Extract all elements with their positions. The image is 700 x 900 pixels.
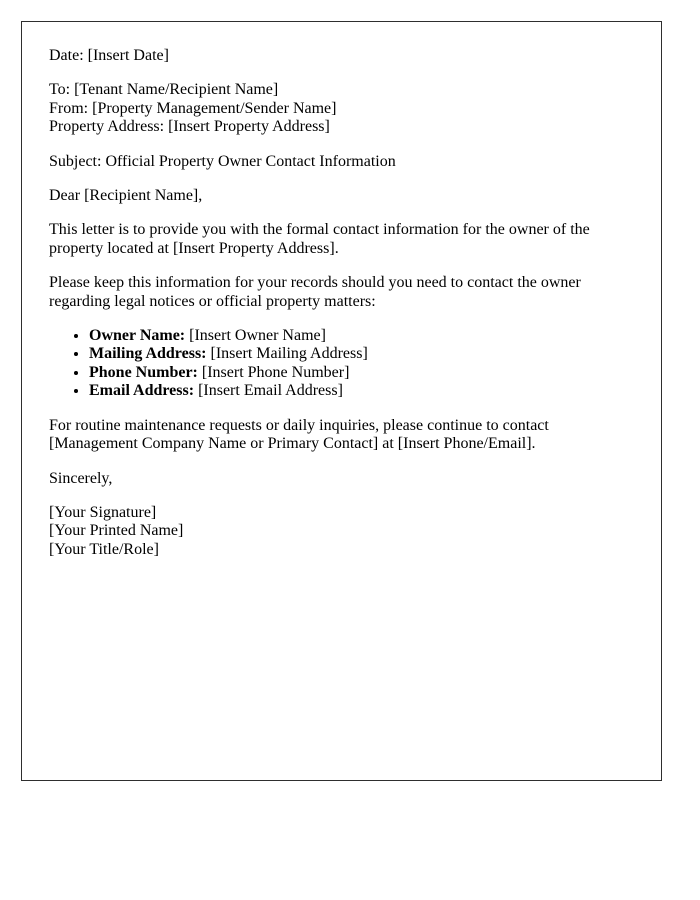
salutation: Dear [Recipient Name],	[49, 187, 203, 205]
subject-line: Subject: Official Property Owner Contact Information	[49, 152, 396, 170]
mailing-address-value: [Insert Mailing Address]	[210, 345, 368, 363]
owner-name-value: [Insert Owner Name]	[189, 327, 326, 345]
intro-paragraph: This letter is to provide you with the formal contact information for the owner of the property located at [Insert Property Address].	[49, 221, 590, 257]
email-address-label: Email Address:	[89, 382, 195, 400]
phone-number-value: [Insert Phone Number]	[201, 363, 350, 381]
list-item-phone-number	[89, 364, 610, 382]
list-item-mailing-address	[89, 345, 610, 363]
title-role-line: [Your Title/Role]	[49, 540, 159, 558]
date-line: Date: [Insert Date]	[49, 47, 169, 64]
records-paragraph: Please keep this information for your records should you need to contact the owner regarding legal notices or official property matters:	[49, 274, 581, 310]
owner-contact-list	[49, 327, 610, 401]
mailing-address-label: Mailing Address:	[89, 345, 207, 363]
email-address-value: [Insert Email Address]	[198, 382, 343, 400]
header-block	[49, 81, 610, 136]
phone-number-label: Phone Number:	[89, 363, 198, 381]
closing: Sincerely,	[49, 469, 113, 487]
property-address-line: Property Address: [Insert Property Address]	[49, 118, 330, 136]
printed-name-line: [Your Printed Name]	[49, 522, 184, 540]
list-item-owner-name	[89, 327, 610, 345]
from-line: From: [Property Management/Sender Name]	[49, 99, 337, 117]
routine-paragraph: For routine maintenance requests or daily inquiries, please continue to contact [Management Company Name or Primary Contact] at [Insert Phone/Email].	[49, 416, 549, 453]
signature-line: [Your Signature]	[49, 503, 157, 521]
list-item-email-address	[89, 382, 610, 400]
owner-name-label: Owner Name:	[89, 327, 186, 345]
to-line: To: [Tenant Name/Recipient Name]	[49, 81, 279, 99]
signature-block	[49, 504, 610, 559]
letter-document	[21, 21, 662, 781]
